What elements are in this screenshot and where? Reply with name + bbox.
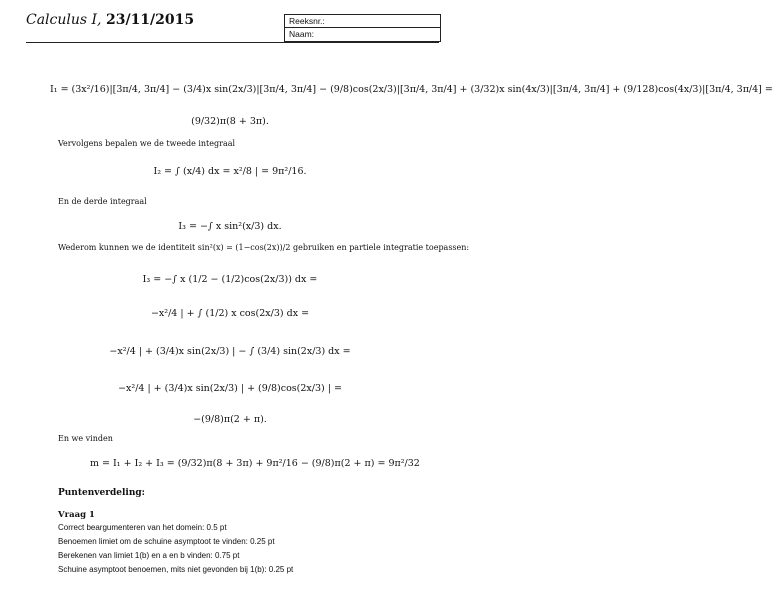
paragraph-second-integral: Vervolgens bepalen we de tweede integraal [58,139,236,148]
vraag-heading: Vraag 1 [58,510,95,520]
equation-i3-step4: −x²/4 | + (3/4)x sin(2x/3) | + (9/8)cos(2x/3) | = [118,383,342,394]
header-divider [26,42,439,43]
reeksnr-field: Reeksnr.: [289,16,325,26]
equation-i3: I₃ = −∫ x sin²(x/3) dx. [178,221,282,232]
equation-i3-step2: −x²/4 | + ∫ (1/2) x cos(2x/3) dx = [150,308,310,319]
equation-m: m = I₁ + I₂ + I₃ = (9/32)π(8 + 3π) + 9π²/16 − (9/8)π(2 + π) = 9π²/32 [90,458,420,469]
student-info-box [284,14,441,42]
equation-i3-step3: −x²/4 | + (3/4)x sin(2x/3) | − ∫ (3/4) sin(2x/3) dx = [109,346,351,357]
page-header-title [26,12,194,28]
scoring-item: Schuine asymptoot benoemen, mits niet gevonden bij 1(b): 0.25 pt [58,565,294,574]
scoring-heading: Puntenverdeling: [58,488,145,498]
paragraph-identity: Wederom kunnen we de identiteit sin²(x) = (1−cos(2x))/2 gebruiken en partiele integratie toepassen: [58,243,470,252]
scoring-item: Benoemen limiet om de schuine asymptoot te vinden: 0.25 pt [58,537,275,546]
paragraph-result: En we vinden [58,434,113,443]
exam-date: 23/11/2015 [105,12,195,28]
scoring-item: Berekenen van limiet 1(b) en a en b vinden: 0.75 pt [58,551,240,560]
equation-i2: I₂ = ∫ (x/4) dx = x²/8 | = 9π²/16. [153,166,307,177]
course-title: Calculus I, [26,12,102,28]
equation-i1-result: (9/32)π(8 + 3π). [191,116,269,127]
naam-field: Naam: [285,27,440,40]
equation-i3-step1: I₃ = −∫ x (1/2 − (1/2)cos(2x/3)) dx = [142,274,318,285]
equation-i1: I₁ = (3x²/16)|[3π/4, 3π/4] − (3/4)x sin(2x/3)|[3π/4, 3π/4] − (9/8)cos(2x/3)|[3π/4, 3π/4] + (3/32)x sin(4x/3)|[3π/4, 3π/4] + (9/128)cos(4x/3)|[3π/4, 3π/4] = [50,84,773,95]
scoring-item: Correct beargumenteren van het domein: 0.5 pt [58,523,227,532]
paragraph-third-integral: En de derde integraal [58,197,147,206]
equation-i3-step5: −(9/8)π(2 + π). [193,414,267,425]
